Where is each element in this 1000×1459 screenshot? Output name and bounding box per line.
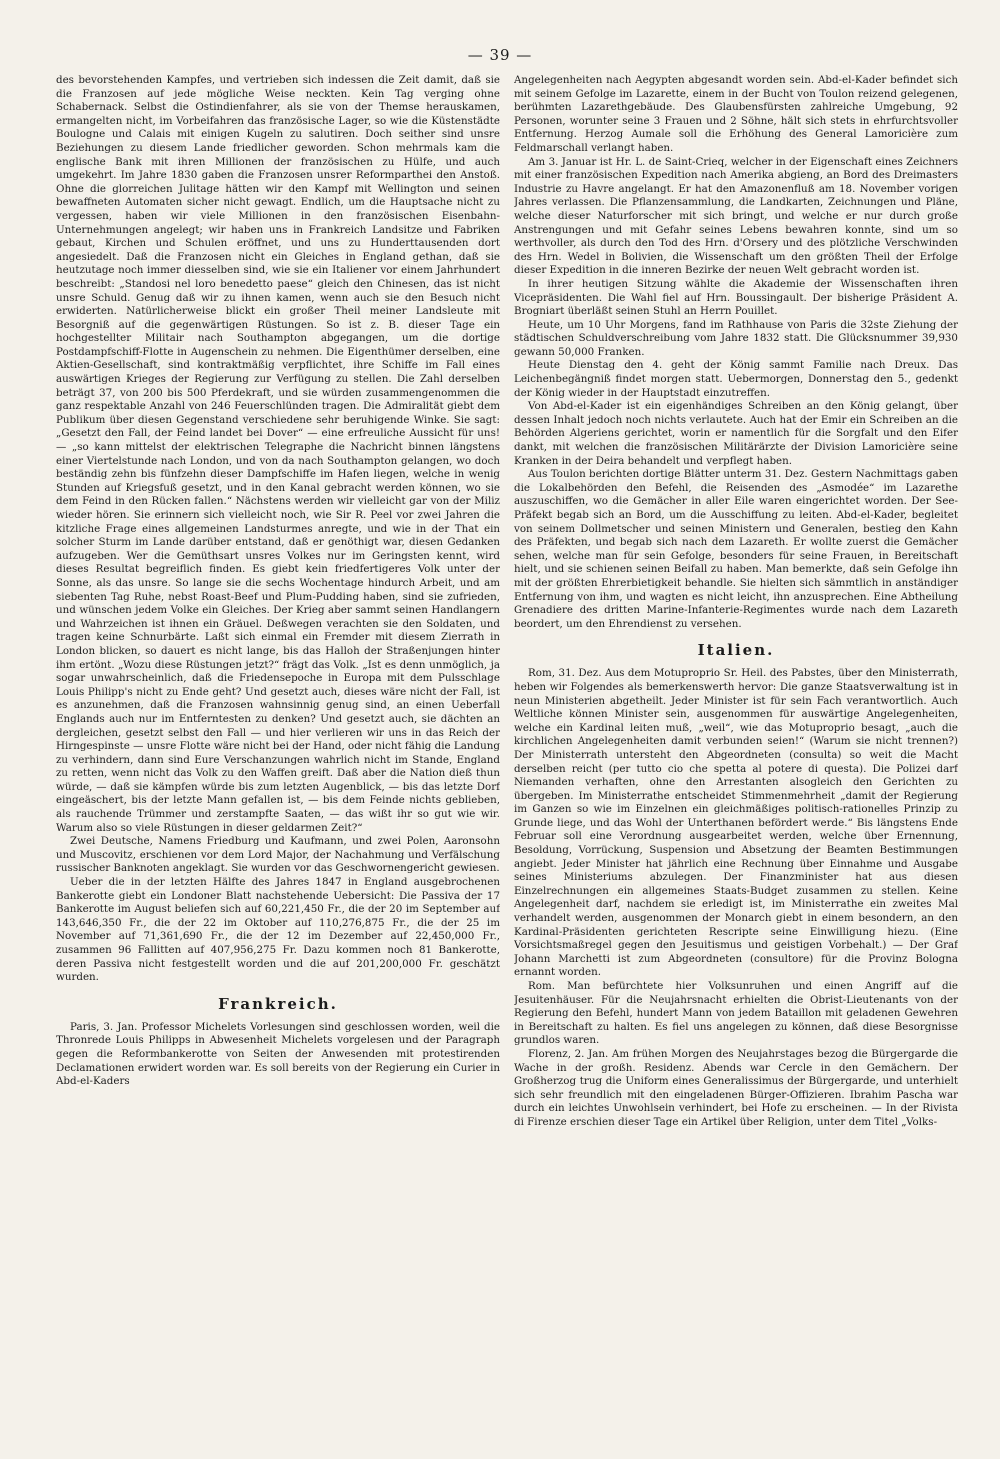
text-columns xyxy=(56,74,960,1444)
article-paragraph: Am 3. Januar ist Hr. L. de Saint-Crieq, welcher in der Eigenschaft eines Zeichners mit einer französischen Expedition nach Amerika abgieng, an Bord des Dreimasters Industrie zu Havre angelangt. Er hat den Amazonenfluß am 18. November vorigen Jahres verlassen. Die Pflanzensammlung, die Landkarten, Zeichnungen und Pläne, welche dieser Naturforscher mit sich bringt, und welche er nur durch große Anstrengungen und mit Gefahr seines Lebens bewahren konnte, sind um so werthvoller, als durch den Tod des Hrn. d'Orsery und des plötzliche Verschwinden des Hrn. Wedel in Bolivien, die Wissenschaft um den größten Theil der Erfolge dieser Expedition in die inneren Bezirke der neuen Welt gebracht worden ist. xyxy=(514,155,958,277)
article-paragraph: Rom, 31. Dez. Aus dem Motuproprio Sr. Heil. des Pabstes, über den Ministerrath, heben wir Folgendes als bemerkenswerth hervor: Die ganze Staatsverwaltung ist in neun Ministerien abgetheilt. Jeder Minister ist für sein Fach verantwortlich. Auch Weltliche können Minister sein, ausgenommen für auswärtige Angelegenheiten, welche ein Kardinal leiten muß, „weil“, wie das Motuproprio besagt, „auch die kirchlichen Angelegenheiten damit verbunden seien!“ (Warum sie nicht trennen?) Der Ministerrath untersteht den Abgeordneten (consulta) so weit die Macht derselben reicht (per tutto cio che spetta al potere di questa). Die Polizei darf Niemanden verhaften, ohne den Arrestanten alsogleich den Gerichten zu übergeben. Im Ministerrathe entscheidet Stimmenmehrheit „damit der Regierung im Ganzen so wie im Einzelnen ein gleichmäßiges politisch-rationelles Prinzip zu Grunde liege, und das Wohl der Unterthanen befördert werde.“ Bis längstens Ende Februar soll eine Verordnung ausgearbeitet werden, welche über Ernennung, Besoldung, Vorrückung, Suspension und Absetzung der Beamten Bestimmungen angiebt. Jeder Minister hat jährlich eine Rechnung über Einnahme und Ausgabe seines Ministeriums abzulegen. Der Finanzminister hat aus diesen Einzelrechnungen ein allgemeines Staats-Budget zusammen zu stellen. Keine Angelegenheit darf, nachdem sie erledigt ist, im Ministerrathe ein zweites Mal verhandelt werden, ausgenommen der Monarch giebt in einem besondern, an den Kardinal-Präsidenten gerichteten Rescripte seine Einwilligung hiezu. (Eine Vorsichtsmaßregel gegen den Jesuitismus und geistigen Vorbehalt.) — Der Graf Johann Marchetti ist zum Abgeordneten (consultore) für die Provinz Bologna ernannt worden. xyxy=(514,667,958,979)
article-paragraph: In ihrer heutigen Sitzung wählte die Akademie der Wissenschaften ihren Vicepräsidenten. Die Wahl fiel auf Hrn. Boussingault. Der bisherige Präsident A. Brogniart überläßt seinen Stuhl an Herrn Pouillet. xyxy=(514,277,958,318)
article-paragraph: Paris, 3. Jan. Professor Michelets Vorlesungen sind geschlossen worden, weil die Thronrede Louis Philipps in Abwesenheit Michelets vorgelesen und der Paragraph gegen die Reformbankerotte von Seiten der Anwesenden mit protestirenden Declamationen erwidert worden war. Es soll bereits von der Regierung ein Curier in Abd-el-Kaders xyxy=(56,1020,500,1088)
section-heading-italy: Italien. xyxy=(697,641,775,660)
article-paragraph: Zwei Deutsche, Namens Friedburg und Kaufmann, und zwei Polen, Aaronsohn und Muscovitz, erschienen vor dem Lord Major, der Nachahmung und Verfälschung russischer Banknoten angeklagt. Sie wurden vor das Geschwornengericht gewiesen. xyxy=(56,835,500,875)
article-paragraph: Aus Toulon berichten dortige Blätter unterm 31. Dez. Gestern Nachmittags gaben die Lokalbehörden den Befehl, die Reisenden des „Asmodée“ im Lazarethe auszuschiffen, wo die Gemächer in aller Eile waren eingerichtet worden. Der See-Präfekt begab sich an Bord, um die Ausschiffung zu leiten. Abd-el-Kader, begleitet von seinem Dollmetscher und seinen Ministern und Generalen, bestieg den Kahn des Präfekten, und begab sich nach dem Lazareth. Er wollte zuerst die Gemächer sehen, welche man für sein Gefolge, besonders für seine Frauen, in Bereitschaft hielt, und sie schienen seinen Beifall zu haben. Man bemerkte, daß sein Gefolge ihn mit der größten Ehrerbietigkeit behandle. Sie hielten sich sämmtlich in anständiger Entfernung von ihm, und wagten es nicht leicht, ihn anzusprechen. Eine Abtheilung Grenadiere des dritten Marine-Infanterie-Regimentes wurde nach dem Lazareth beordert, um den Ehrendienst zu versehen. xyxy=(514,468,958,630)
article-paragraph: Florenz, 2. Jan. Am frühen Morgen des Neujahrstages bezog die Bürgergarde die Wache in der großh. Residenz. Abends war Cercle in den Gemächern. Der Großherzog trug die Uniform eines Generalissimus der Bürgergarde, und unterhielt sich sehr freundlich mit den eingeladenen Bürger-Offizieren. Ibrahim Pascha war durch ein leichtes Unwohlsein verhindert, bei Hofe zu erscheinen. — In der Rivista di Firenze erschien dieser Tage ein Artikel über Religion, unter dem Titel „Volks- xyxy=(514,1047,958,1128)
article-paragraph: Angelegenheiten nach Aegypten abgesandt worden sein. Abd-el-Kader befindet sich mit seinem Gefolge im Lazarette, einem in der Bucht von Toulon reizend gelegenen, berühmten Lazarethgebäude. Des Glaubensfürsten zahlreiche Umgebung, 92 Personen, worunter seine 3 Frauen und 2 Söhne, hält sich stets in ehrfurchtsvoller Entfernung. Herzog Aumale soll die Erhöhung des General Lamoricière zum Feldmarschall verlangt haben. xyxy=(514,74,958,154)
article-paragraph: Von Abd-el-Kader ist ein eigenhändiges Schreiben an den König gelangt, über dessen Inhalt jedoch noch nichts verlautete. Auch hat der Emir ein Schreiben an die Behörden Algeriens gerichtet, worin er namentlich für die Sorgfalt und den Eifer dankt, mit welchen die französischen Militärärzte der Division Lamoricière seine Kranken in der Deira behandelt und verpflegt haben. xyxy=(514,400,958,467)
article-paragraph: Ueber die in der letzten Hälfte des Jahres 1847 in England ausgebrochenen Bankerotte giebt ein Londoner Blatt nachstehende Uebersicht: Die Passiva der 17 Bankerotte im August beliefen sich auf 60,221,450 Fr., die der 20 im September auf 143,646,350 Fr., die der 22 im Oktober auf 110,276,875 Fr., die der 25 im November auf 71,361,690 Fr., die der 12 im Dezember auf 22,450,000 Fr., zusammen 96 Fallitten auf 407,956,275 Fr. Dazu kommen noch 81 Bankerotte, deren Passiva nicht festgestellt worden und die auf 201,200,000 Fr. geschätzt wurden. xyxy=(56,876,500,984)
page-number: — 39 — xyxy=(467,46,533,64)
article-paragraph: des bevorstehenden Kampfes, und vertrieben sich indessen die Zeit damit, daß sie die Franzosen auf jede mögliche Weise neckten. Kein Tag verging ohne Schabernack. Selbst die Ostindienfahrer, als sie von der Themse herauskamen, ermangelten nicht, im Vorbeifahren das französische Lager, so wie die Küstenstädte Boulogne und Calais mit einigen Kugeln zu salutiren. Doch seither sind unsre Beziehungen zu diesem Lande friedlicher geworden. Schon mehrmals kam die englische Bank mit ihren Millionen der französischen zu Hülfe, und auch umgekehrt. Im Jahre 1830 gaben die Franzosen unsrer Reformparthei den Anstoß. Ohne die glorreichen Julitage hätten wir den Kampf mit Wellington und seinen bewaffneten Automaten sicher nicht gewagt. Endlich, um die Hauptsache nicht zu vergessen, haben wir viele Millionen in den französischen Eisenbahn-Unternehmungen angelegt; wir haben uns in Frankreich Landsitze und Fabriken gebaut, Kirchen und Schulen eröffnet, und uns zu Hunderttausenden dort angesiedelt. Daß die Franzosen nicht ein Gleiches in England gethan, daß sie heutzutage noch immer diesselben sind, wie sie ein Italiener vor einem Jahrhundert beschreibt: „Standosi nel loro benedetto paese“ gleich den Chinesen, das ist nicht unsre Schuld. Genug daß wir zu ihnen kamen, wenn auch sie den Besuch nicht erwiderten. Natürlicherweise blickt ein großer Theil meiner Landsleute mit Besorgniß auf die gegenwärtigen Rüstungen. So ist z. B. dieser Tage ein hochgestellter Militair nach Southampton abgegangen, um die dortige Postdampfschiff-Flotte in Augenschein zu nehmen. Die Eigenthümer derselben, eine Aktien-Gesellschaft, sind kontraktmäßig verpflichtet, ihre Schiffe im Fall eines auswärtigen Krieges der Regierung zur Verfügung zu stellen. Die Zahl derselben beträgt 37, von 200 bis 500 Pferdekraft, und sie würden zusammengenommen die ganz respektable Anzahl von 246 Feuerschlünden tragen. Die Admiralität giebt dem Publikum über diesen Gegenstand verschiedene sehr beruhigende Winke. Sie sagt: „Gesetzt den Fall, der Feind landet bei Dover“ — eine erfreuliche Aussicht für uns! — „so kann mittelst der elektrischen Telegraphe die Nachricht binnen längstens einer Viertelstunde nach London, und von da nach Southampton gelangen, wo doch beständig zehn bis fünfzehn dieser Dampfschiffe im Hafen liegen, welche in wenig Stunden auf Kriegsfuß gesetzt, und in den Kanal gebracht werden können, wo sie dem Feind in den Rücken fallen.“ Nächstens werden wir vielleicht gar von der Miliz wieder hören. Sie erinnern sich vielleicht noch, wie Sir R. Peel vor zwei Jahren die kitzliche Frage eines allgemeinen Landsturmes anregte, und wie in der That ein solcher Sturm im Lande darüber entstand, daß er genöthigt war, diesen Gedanken aufzugeben. Wer die Gemüthsart unsres Volkes nur im Geringsten kennt, wird dieses Resultat begreiflich finden. Es giebt kein friedfertigeres Volk unter der Sonne, als das unsre. So lange sie die sechs Wochentage hindurch Arbeit, und am siebenten Tag Ruhe, nebst Roast-Beef und Plum-Pudding haben, sind sie zufrieden, und wünschen jedem Volke ein Gleiches. Der Krieg aber sammt seinen Handlangern und Wahrzeichen ist ihnen ein Gräuel. Deßwegen verachten sie den Soldaten, und tragen keine Schnurbärte. Laßt sich einmal ein Fremder mit diesem Zierrath in London blicken, so dauert es nicht lange, bis das Halloh der Straßenjungen hinter ihm ertönt. „Wozu diese Rüstungen jetzt?“ frägt das Volk. „Ist es denn unmöglich, ja sogar unwahrscheinlich, daß die Friedensepoche in Europa mit dem Pulsschlage Louis Philipp's nicht zu Ende geht? Und gesetzt auch, dieses wäre nicht der Fall, ist es anzunehmen, daß die Franzosen wahnsinnig genug sind, an einen Ueberfall Englands auch nur im Entferntesten zu denken? Und gesetzt auch, sie dächten an dergleichen, gesetzt selbst den Fall — und hier verlieren wir uns in das Reich der Hirngespinste — unsre Flotte wäre nicht bei der Hand, oder nicht fähig die Landung zu verhindern, dann sind Eure Verschanzungen wahrlich nicht im Stande, England zu retten, wenn nicht das Volk zu den Waffen greift. Daß aber die Nation dieß thun würde, — daß sie kämpfen würde bis zum letzten Augenblick, — bis das letzte Dorf eingeäschert, bis der letzte Mann gefallen ist, — bis dem Feinde nichts geblieben, als rauchende Trümmer und zerstampfte Saaten, — das wißt ihr so gut wie wir. Warum also so viele Rüstungen in dieser geldarmen Zeit?“ xyxy=(56,74,500,834)
section-heading-france: Frankreich. xyxy=(218,994,338,1013)
left-column xyxy=(56,74,500,1444)
article-paragraph: Rom. Man befürchtete hier Volksunruhen und einen Angriff auf die Jesuitenhäuser. Für die Neujahrsnacht erhielten die Obrist-Lieutenants von der Regierung den Befehl, hundert Mann von jedem Bataillon mit geladenen Gewehren in Bereitschaft zu halten. Es fiel uns angelegen zu können, daß diese Besorgnisse grundlos waren. xyxy=(514,980,958,1047)
right-column xyxy=(514,74,958,1444)
article-paragraph: Heute, um 10 Uhr Morgens, fand im Rathhause von Paris die 32ste Ziehung der städtischen Schuldverschreibung vom Jahre 1832 statt. Die Glücksnummer 39,930 gewann 50,000 Franken. xyxy=(514,318,958,358)
article-paragraph: Heute Dienstag den 4. geht der König sammt Familie nach Dreux. Das Leichenbegängniß findet morgen statt. Uebermorgen, Donnerstag den 5., gedenkt der König wieder in der Hauptstadt einzutreffen. xyxy=(514,359,958,399)
